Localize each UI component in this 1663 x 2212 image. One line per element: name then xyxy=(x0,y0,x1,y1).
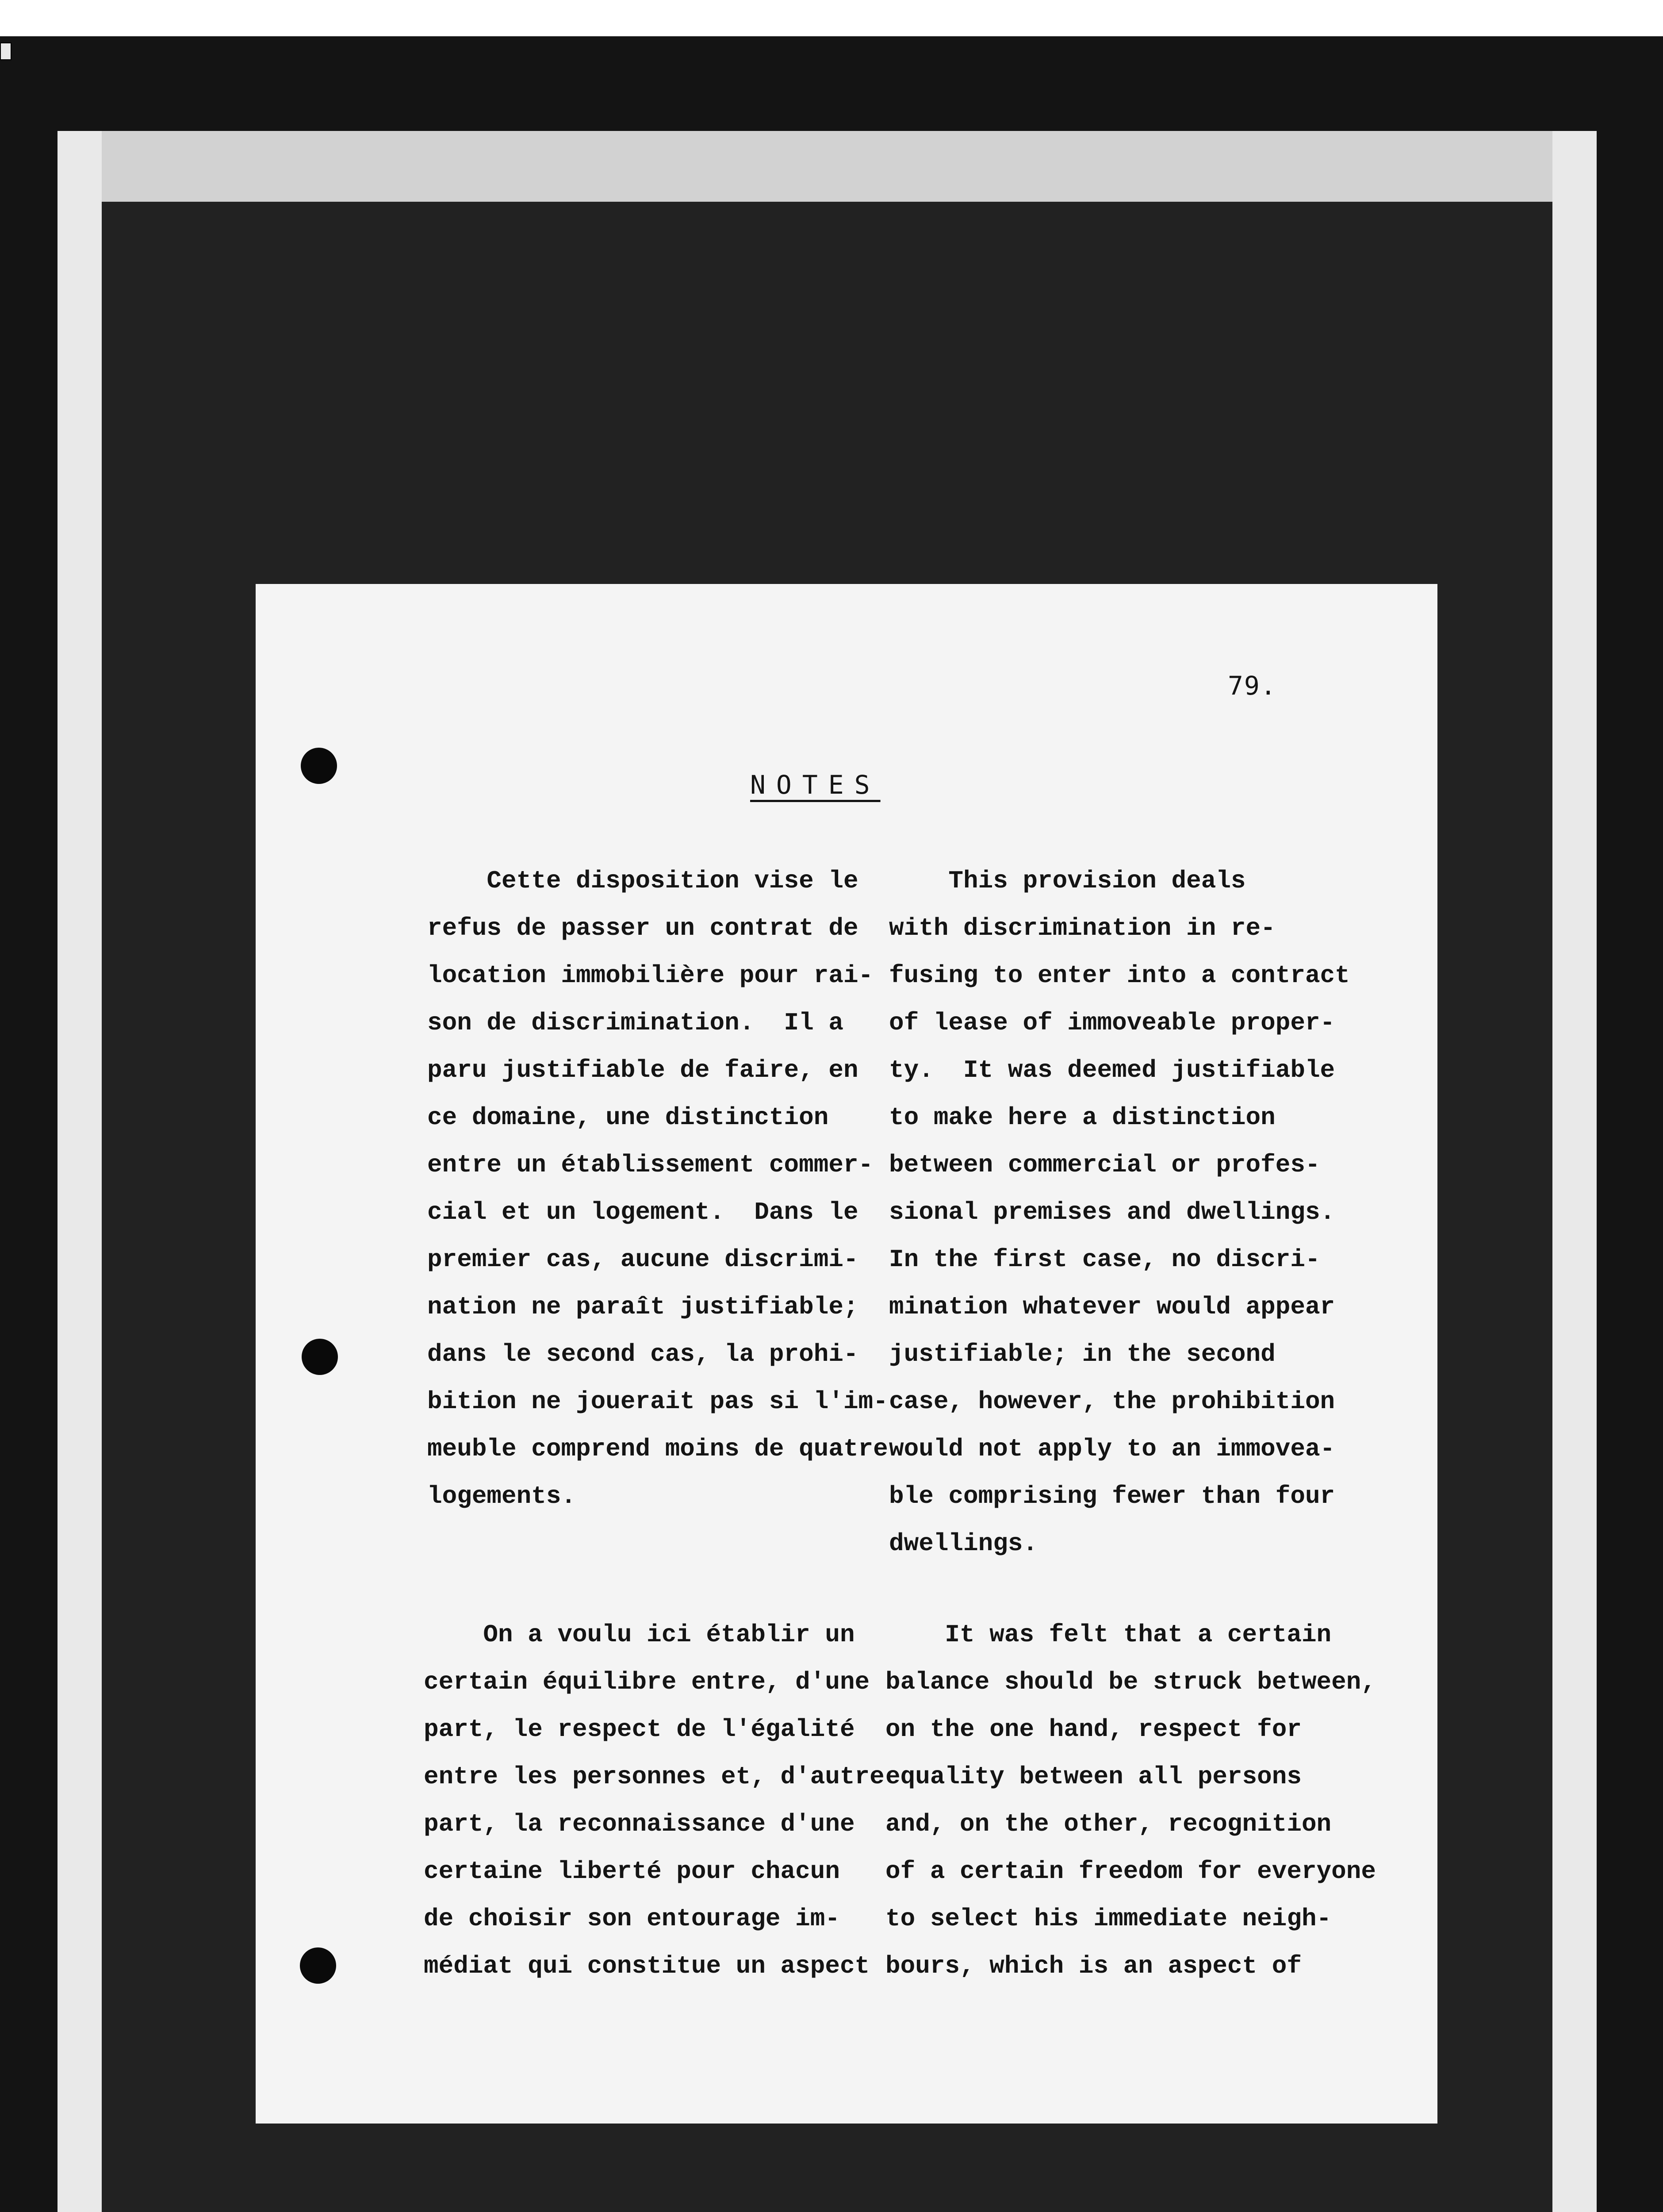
punch-hole xyxy=(301,748,337,784)
french-paragraph-2: On a voulu ici établir un certain équilibre entre, d'une part, le respect de l'égalité entre les personnes et, d'autre part, la reconnaissance d'une certaine liberté pour chacun de choisir son entourage im- médiat qui constitue un aspect xyxy=(424,1621,885,1980)
french-paragraph-1: Cette disposition vise le refus de passer un contrat de location immobilière pour rai- son de discrimination. Il a paru justifiable de faire, en ce domaine, une distinction entre un établissement commer- cial et un logement. Dans le premier cas, aucune discrimi- nation ne paraît justifiable; dans le second cas, la prohi- bition ne jouerait pas si l'im- meuble comprend moins de quatre logements. xyxy=(427,867,888,1510)
film-corner-mark xyxy=(0,42,11,60)
punch-hole xyxy=(302,1339,338,1375)
film-frame-top-strip xyxy=(102,131,1552,202)
english-paragraph-1: This provision deals with discrimination in re- fusing to enter into a contract of lease of immoveable proper- ty. It was deemed justifiable to make here a distinction between commercial or profes- sional premises and dwellings. In the first case, no discri- mination whatever would appear justifiable; in the second case, however, the prohibition would not apply to an immovea- ble comprising fewer than four dwellings. xyxy=(889,867,1350,1558)
document-page xyxy=(256,584,1437,2124)
page-heading: NOTES xyxy=(750,770,881,800)
page-number: 79. xyxy=(1228,671,1277,701)
punch-hole xyxy=(300,1947,336,1984)
english-paragraph-2: It was felt that a certain balance should be struck between, on the one hand, respect for equality between all persons and, on the other, recognition of a certain freedom for everyone to select his immediate neigh- bours, which is an aspect of xyxy=(885,1621,1376,1980)
